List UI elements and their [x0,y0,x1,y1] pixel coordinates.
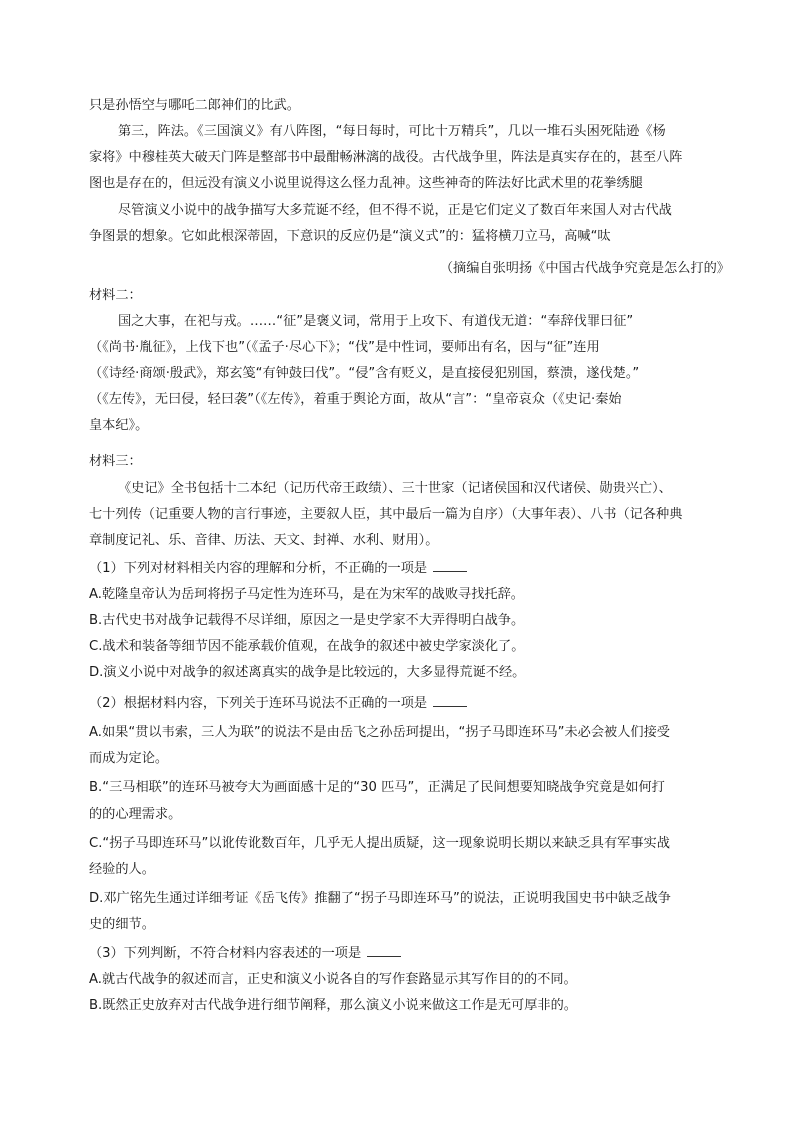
option-line: A.乾隆皇帝认为岳珂将拐子马定性为连环马，是在为宋军的战败寻找托辞。 [89,587,524,602]
option-line: 经验的人。 [89,862,155,877]
source-citation: （摘编自张明扬《中国古代战争究竟是怎么打的》 [439,261,730,276]
text-line: 家将》中穆桂英大破天门阵是整部书中最酣畅淋漓的战役。古代战争里，阵法是真实存在的，甚至八阵 [89,150,683,165]
option-line: B.“三马相联”的连环马被夸大为画面感十足的“30 匹马”，正满足了民间想要知晓战争究竟是如何打 [89,780,665,795]
text-line: （《尚书·胤征》，上伐下也”（《孟子·尽心下》；“伐”是中性词，要师出有名，因与“征”连用 [89,340,600,355]
text-line: 图也是存在的，但远没有演义小说里说得这么怪力乱神。这些神奇的阵法好比武术里的花拳绣腿 [89,176,643,191]
option-line: D.演义小说中对战争的叙述离真实的战争是比较远的，大多显得荒诞不经。 [89,665,526,680]
text-line: 争图景的想象。它如此根深蒂固，下意识的反应仍是“演义式”的：猛将横刀立马，高喊“呔 [89,229,611,244]
text-line: （《左传》，无曰侵，轻曰袭”（《左传》，着重于舆论方面，故从“言”：“皇帝哀众（《史记·秦始 [89,392,622,407]
option-line: 而成为定论。 [89,751,169,766]
option-line: A.就古代战争的叙述而言，正史和演义小说各自的写作套路显示其写作目的的不同。 [89,972,577,987]
text-line: 七十列传（记重要人物的言行事迹，主要叙人臣，其中最后一篇为自序）（大事年表）、八书（记各种典 [89,507,683,522]
question-stem [89,943,729,965]
option-line: 的的心理需求。 [89,807,182,822]
answer-blank[interactable] [433,694,467,707]
text-line: （《诗经·商颂·殷武》，郑玄笺“有钟鼓曰伐”。“侵”含有贬义，是直接侵犯别国，蔡溃，遂伐楚。” [89,366,640,381]
option-line: B.既然正史放弃对古代战争进行细节阐释，那么演义小说来做这工作是无可厚非的。 [89,998,577,1013]
option-line: D.邓广铭先生通过详细考证《岳飞传》推翻了“拐子马即连环马”的说法，正说明我国史书中缺乏战争 [89,891,671,906]
option-line: C.战术和装备等细节因不能承载价值观，在战争的叙述中被史学家淡化了。 [89,639,525,654]
question-text: （2）根据材料内容，下列关于连环马说法不正确的一项是 [89,696,428,711]
section-heading: 材料三： [89,454,142,469]
text-line: 《史记》全书包括十二本纪（记历代帝王政绩）、三十世家（记诸侯国和汉代诸侯、勋贵兴亡）、 [118,481,672,496]
option-line: C.“拐子马即连环马”以讹传讹数百年，几乎无人提出质疑，这一现象说明长期以来缺乏具有军事实战 [89,836,670,851]
section-heading: 材料二： [89,288,142,303]
text-line: 只是孙悟空与哪吒二郎神们的比武。 [89,98,300,113]
question-stem [89,558,729,580]
text-line: 章制度记礼、乐、音律、历法、天文、封禅、水利、财用）。 [89,533,439,548]
text-line: 尽管演义小说中的战争描写大多荒诞不经，但不得不说，正是它们定义了数百年来国人对古代战 [118,203,672,218]
question-text: （3）下列判断，不符合材料内容表述的一项是 [89,946,362,961]
option-line: B.古代史书对战争记载得不尽详细，原因之一是史学家不大弄得明白战争。 [89,613,525,628]
question-text: （1）下列对材料相关内容的理解和分析，不正确的一项是 [89,561,428,576]
option-line: A.如果“贯以韦索，三人为联”的说法不是由岳飞之孙岳珂提出，“拐子马即连环马”未必会被人们接受 [89,725,670,740]
text-line: 皇本纪》。 [89,418,149,433]
text-line: 第三，阵法。《三国演义》有八阵图，“每日每时，可比十万精兵”，几以一堆石头困死陆逊《杨 [118,124,666,139]
option-line: 史的细节。 [89,917,155,932]
question-stem [89,693,729,715]
answer-blank[interactable] [367,944,401,957]
text-line: 国之大事，在祀与戎。……“征”是褒义词，常用于上攻下、有道伐无道：“奉辞伐罪曰征” [118,314,634,329]
answer-blank[interactable] [433,559,467,572]
